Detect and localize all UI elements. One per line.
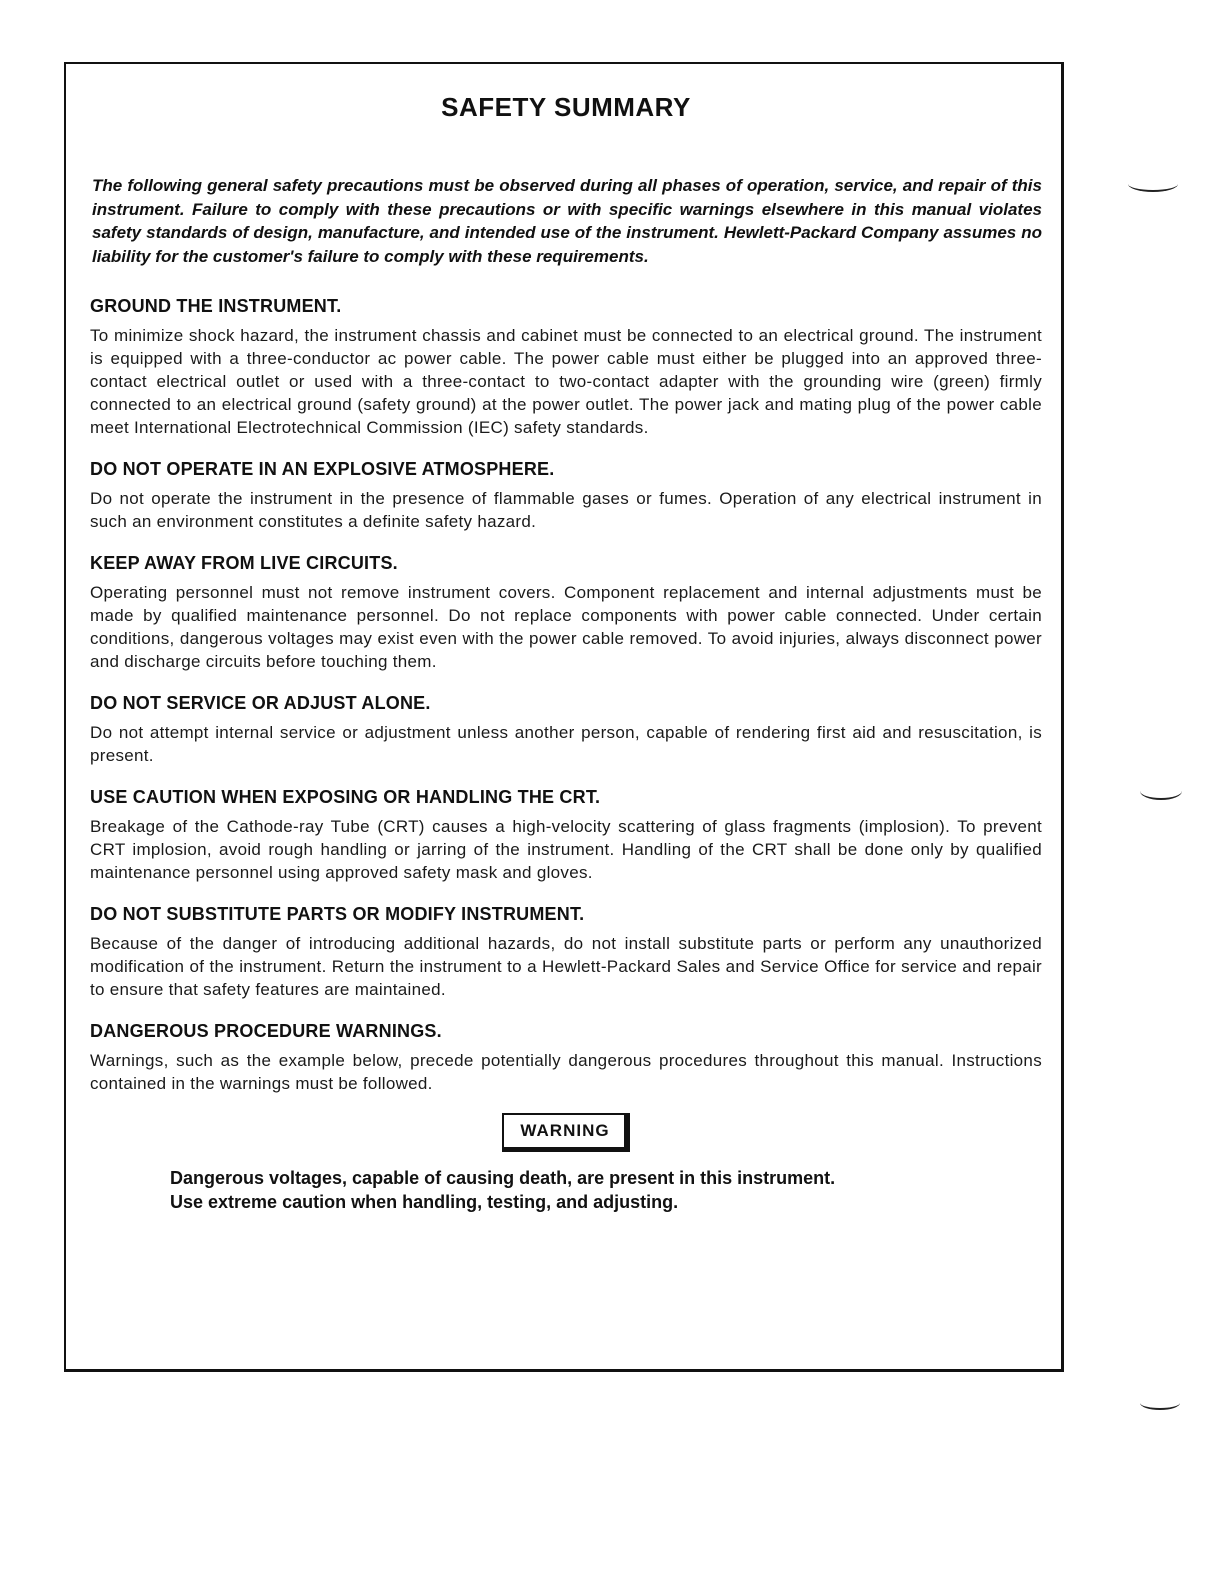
intro-paragraph: The following general safety precautions must be observed during all phases of operation, service, and repair of this instrument. Failure to comply with these precautions or with specific warnings elsewhere in this manual violates safety standards of design, manufacture, and intended use of the instrument. Hewlett-Packard Company assumes no liability for the customer's failure to comply with these requirements.	[92, 176, 1042, 266]
section-service-alone	[90, 691, 1042, 767]
section-heading: KEEP AWAY FROM LIVE CIRCUITS.	[90, 553, 398, 573]
section-heading: DO NOT SUBSTITUTE PARTS OR MODIFY INSTRUMENT.	[90, 904, 585, 924]
scan-mark	[1140, 1396, 1180, 1410]
section-body: Because of the danger of introducing additional hazards, do not install substitute parts or perform any unauthorized modification of the instrument. Return the instrument to a Hewlett-Packard Sales and Service Office for service and repair to ensure that safety features are maintained.	[90, 934, 1042, 999]
section-body: Do not operate the instrument in the presence of flammable gases or fumes. Operation of any electrical instrument in such an environment constitutes a definite safety hazard.	[90, 489, 1042, 531]
section-substitute-parts	[90, 902, 1042, 1001]
section-heading: DANGEROUS PROCEDURE WARNINGS.	[90, 1021, 442, 1041]
section-live-circuits	[90, 551, 1042, 673]
section-heading: DO NOT OPERATE IN AN EXPLOSIVE ATMOSPHERE.	[90, 459, 555, 479]
section-heading: USE CAUTION WHEN EXPOSING OR HANDLING THE CRT.	[90, 787, 601, 807]
section-body: To minimize shock hazard, the instrument chassis and cabinet must be connected to an electrical ground. The instrument is equipped with a three-conductor ac power cable. The power cable must either be plugged into an approved three-contact electrical outlet or used with a three-contact to two-contact adapter with the grounding wire (green) firmly connected to an electrical ground (safety ground) at the power outlet. The power jack and mating plug of the power cable meet International Electrotechnical Commission (IEC) safety standards.	[90, 326, 1042, 437]
section-explosive	[90, 457, 1042, 533]
section-body: Warnings, such as the example below, precede potentially dangerous procedures throughout this manual. Instructions contained in the warnings must be followed.	[90, 1051, 1042, 1093]
warning-line-1: Dangerous voltages, capable of causing death, are present in this instrument.	[170, 1168, 836, 1188]
warning-label-wrap	[90, 1113, 1042, 1152]
warning-text	[170, 1166, 970, 1214]
section-body: Operating personnel must not remove instrument covers. Component replacement and internal adjustments must be made by qualified maintenance personnel. Do not replace components with power cable connected. Under certain conditions, dangerous voltages may exist even with the power cable removed. To avoid injuries, always disconnect power and discharge circuits before touching them.	[90, 583, 1042, 671]
section-dangerous-procedures	[90, 1019, 1042, 1095]
section-body: Breakage of the Cathode-ray Tube (CRT) causes a high-velocity scattering of glass fragments (implosion). To prevent CRT implosion, avoid rough handling or jarring of the instrument. Handling of the CRT shall be done only by qualified maintenance personnel using approved safety mask and gloves.	[90, 817, 1042, 882]
section-ground	[90, 294, 1042, 439]
warning-line-2: Use extreme caution when handling, testing, and adjusting.	[170, 1192, 679, 1212]
section-crt	[90, 785, 1042, 884]
section-heading: GROUND THE INSTRUMENT.	[90, 296, 342, 316]
scan-mark	[1140, 782, 1182, 800]
section-heading: DO NOT SERVICE OR ADJUST ALONE.	[90, 693, 431, 713]
section-body: Do not attempt internal service or adjustment unless another person, capable of rendering first aid and resuscitation, is present.	[90, 723, 1042, 765]
scan-mark	[1128, 176, 1178, 192]
warning-label: WARNING	[502, 1113, 629, 1152]
safety-summary	[90, 90, 1042, 1214]
page-title: SAFETY SUMMARY	[441, 92, 691, 122]
